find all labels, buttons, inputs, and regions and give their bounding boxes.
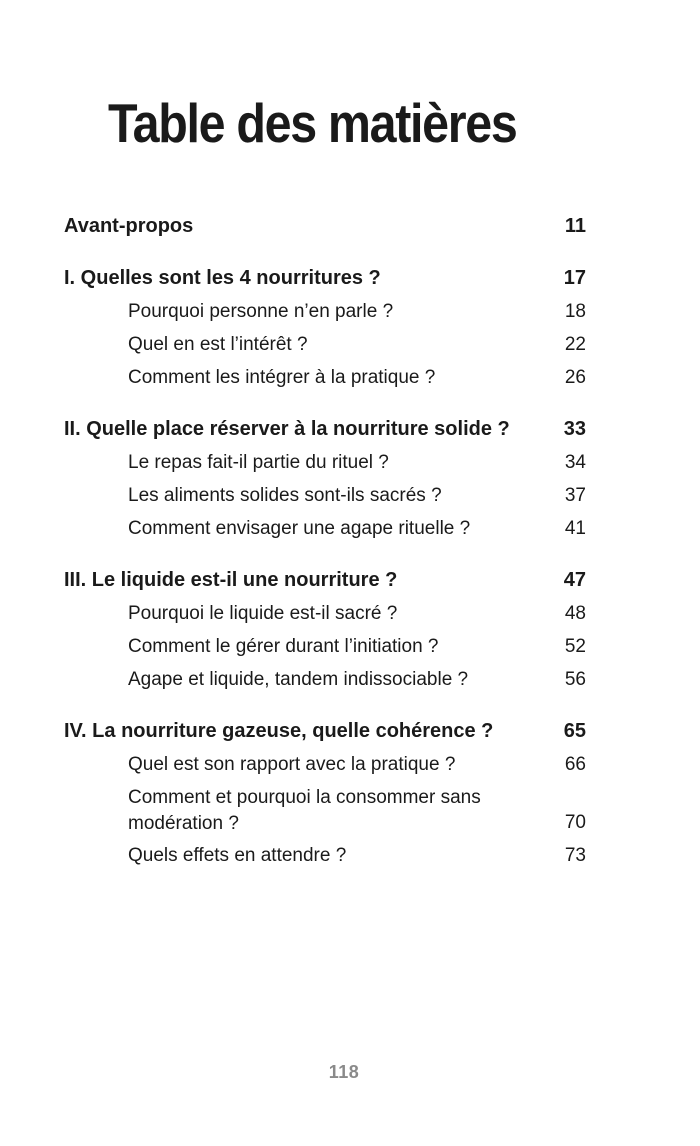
toc-entry-label: Les aliments solides sont-ils sacrés ? bbox=[128, 485, 442, 506]
toc-chapter-1[interactable] bbox=[64, 262, 586, 295]
toc-subentry[interactable] bbox=[64, 479, 586, 512]
toc-entry-label: Comment les intégrer à la pratique ? bbox=[128, 367, 436, 388]
toc-entry-page: 26 bbox=[564, 367, 586, 388]
toc-entry-page: 48 bbox=[564, 603, 586, 624]
toc-entry-avant-propos[interactable] bbox=[64, 210, 586, 243]
toc-entry-label: I. Quelles sont les 4 nourritures ? bbox=[64, 267, 381, 289]
toc-chapter-4[interactable] bbox=[64, 715, 586, 748]
toc-entry-page: 65 bbox=[563, 720, 586, 742]
toc-entry-page: 37 bbox=[564, 485, 586, 506]
toc-entry-label: Agape et liquide, tandem indissociable ? bbox=[128, 669, 469, 690]
toc-entry-page: 34 bbox=[564, 452, 586, 473]
toc-entry-page: 11 bbox=[564, 215, 586, 237]
toc-subentry[interactable] bbox=[64, 295, 586, 328]
toc-entry-page: 17 bbox=[563, 267, 586, 289]
toc-entry-label: Quels effets en attendre ? bbox=[128, 845, 347, 866]
toc-subentry[interactable] bbox=[64, 663, 586, 696]
toc-entry-label: Avant-propos bbox=[64, 215, 194, 237]
toc-entry-label: Comment envisager une agape rituelle ? bbox=[128, 518, 471, 539]
toc-entry-page: 70 bbox=[564, 812, 586, 833]
toc-entry-label: III. Le liquide est-il une nourriture ? bbox=[64, 569, 398, 591]
toc-entry-page: 52 bbox=[564, 636, 586, 657]
toc-entry-page: 73 bbox=[564, 845, 586, 866]
toc-entry-label: II. Quelle place réserver à la nourriture solide ? bbox=[64, 418, 510, 440]
toc-subentry[interactable] bbox=[64, 512, 586, 545]
toc-entry-label: IV. La nourriture gazeuse, quelle cohérence ? bbox=[64, 720, 494, 742]
toc-chapter-3[interactable] bbox=[64, 564, 586, 597]
toc-entry-label: Comment et pourquoi la consommer sans modération ? bbox=[128, 787, 481, 834]
toc-entry-label: Quel en est l’intérêt ? bbox=[128, 334, 308, 355]
toc-entry-page: 22 bbox=[564, 334, 586, 355]
toc-subentry[interactable] bbox=[64, 446, 586, 479]
toc-entry-page: 56 bbox=[564, 669, 586, 690]
toc-subentry[interactable] bbox=[64, 328, 586, 361]
table-of-contents bbox=[64, 210, 586, 872]
page-number: 118 bbox=[328, 1062, 360, 1082]
toc-entry-page: 33 bbox=[563, 418, 586, 440]
toc-subentry[interactable] bbox=[64, 630, 586, 663]
toc-subentry[interactable] bbox=[64, 839, 586, 872]
toc-subentry[interactable] bbox=[64, 781, 586, 839]
page-title: Table des matières bbox=[108, 92, 517, 154]
toc-entry-label: Le repas fait-il partie du rituel ? bbox=[128, 452, 389, 473]
toc-entry-page: 18 bbox=[564, 301, 586, 322]
toc-subentry[interactable] bbox=[64, 748, 586, 781]
toc-entry-page: 66 bbox=[564, 754, 586, 775]
toc-entry-label: Quel est son rapport avec la pratique ? bbox=[128, 754, 456, 775]
toc-chapter-2[interactable] bbox=[64, 413, 586, 446]
toc-entry-page: 47 bbox=[563, 569, 586, 591]
toc-entry-label: Pourquoi personne n’en parle ? bbox=[128, 301, 394, 322]
toc-entry-label: Pourquoi le liquide est-il sacré ? bbox=[128, 603, 398, 624]
toc-subentry[interactable] bbox=[64, 361, 586, 394]
toc-entry-label: Comment le gérer durant l’initiation ? bbox=[128, 636, 439, 657]
toc-subentry[interactable] bbox=[64, 597, 586, 630]
toc-entry-page: 41 bbox=[564, 518, 586, 539]
